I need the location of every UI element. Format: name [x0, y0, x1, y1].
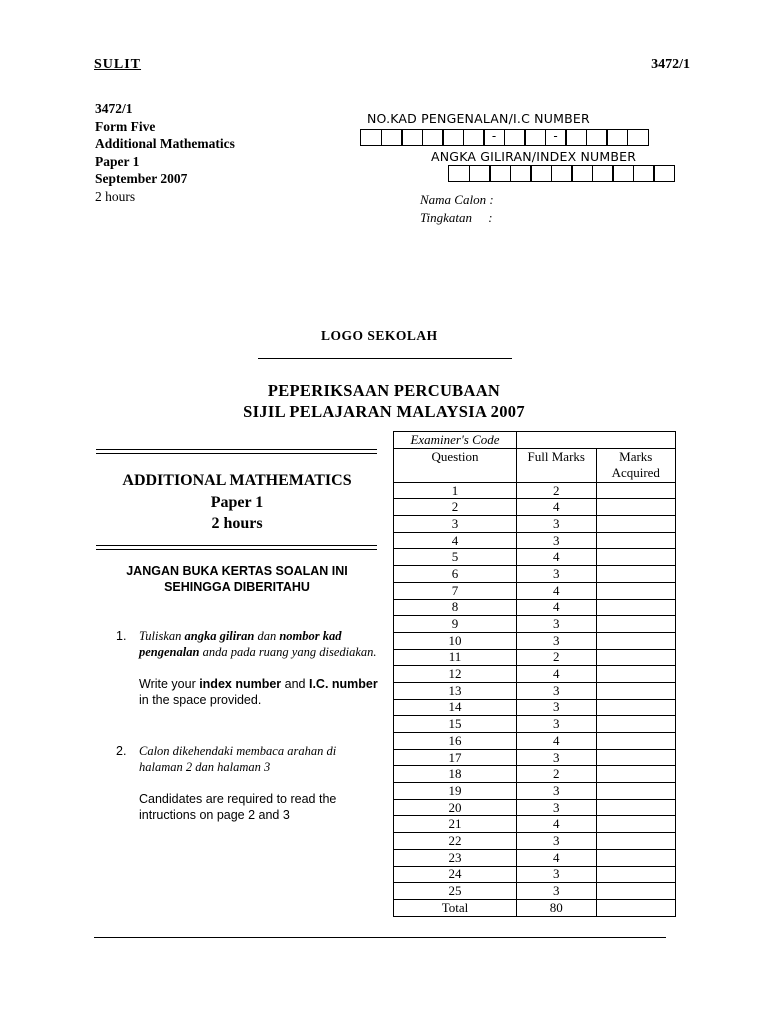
ic-number-box[interactable] [360, 129, 382, 146]
warning-line1: JANGAN BUKA KERTAS SOALAN INI [126, 564, 348, 578]
full-marks-value: 3 [517, 699, 597, 716]
candidate-form-label: Tingkatan : [420, 210, 493, 225]
table-row [394, 816, 676, 833]
marks-acquired-cell[interactable] [596, 599, 676, 616]
index-number-box[interactable] [612, 165, 634, 182]
ic-number-box[interactable] [401, 129, 423, 146]
question-number: 1 [394, 482, 517, 499]
ic-number-boxes[interactable] [360, 129, 649, 146]
question-number: 13 [394, 682, 517, 699]
full-marks-value: 2 [517, 649, 597, 666]
full-marks-value: 3 [517, 866, 597, 883]
index-number-box[interactable] [551, 165, 573, 182]
exam-duration: 2 hours [95, 188, 136, 204]
full-marks-value: 4 [517, 816, 597, 833]
full-marks-value: 3 [517, 632, 597, 649]
question-number: 3 [394, 516, 517, 533]
instruction-2-malay: Calon dikehendaki membaca arahan di halaman 2 dan halaman 3 [139, 744, 337, 774]
table-row [394, 599, 676, 616]
marks-acquired-cell[interactable] [596, 549, 676, 566]
instruction-1-malay: Tuliskan angka giliran dan nombor kad pengenalan anda pada ruang yang disediakan. [139, 629, 377, 659]
question-number: 22 [394, 833, 517, 850]
ic-number-box[interactable] [586, 129, 608, 146]
marks-acquired-cell[interactable] [596, 783, 676, 800]
question-number: 7 [394, 582, 517, 599]
table-row [394, 582, 676, 599]
marks-acquired-cell[interactable] [596, 816, 676, 833]
question-number: 11 [394, 649, 517, 666]
question-number: 2 [394, 499, 517, 516]
full-marks-value: 4 [517, 733, 597, 750]
question-number: 23 [394, 849, 517, 866]
index-number-box[interactable] [530, 165, 552, 182]
marks-acquired-cell[interactable] [596, 716, 676, 733]
question-number: 24 [394, 866, 517, 883]
full-marks-value: 3 [517, 783, 597, 800]
ic-number-box[interactable]: - [545, 129, 567, 146]
table-row [394, 766, 676, 783]
ic-number-box[interactable] [504, 129, 526, 146]
full-marks-value: 4 [517, 849, 597, 866]
full-marks-value: 3 [517, 883, 597, 900]
marks-acquired-cell[interactable] [596, 766, 676, 783]
index-number-box[interactable] [469, 165, 491, 182]
table-row [394, 566, 676, 583]
paper-code: 3472/1 [95, 101, 133, 116]
table-row [394, 632, 676, 649]
subject-bottom-rule [96, 545, 377, 550]
table-row [394, 682, 676, 699]
table-row [394, 666, 676, 683]
marks-acquired-cell[interactable] [596, 632, 676, 649]
table-row [394, 883, 676, 900]
full-marks-value: 4 [517, 499, 597, 516]
sulit-label: SULIT [94, 57, 142, 72]
instruction-1-english: Write your index number and I.C. number in the space provided. [139, 677, 378, 707]
paper-number: Paper 1 [95, 153, 140, 169]
table-row [394, 749, 676, 766]
full-marks-value: 3 [517, 616, 597, 633]
question-number: 25 [394, 883, 517, 900]
paper-info [95, 100, 235, 205]
marks-acquired-cell[interactable] [596, 666, 676, 683]
instruction-2-number: 2. [116, 744, 127, 758]
ic-number-label: NO.KAD PENGENALAN/I.C NUMBER [367, 111, 590, 126]
ic-number-box[interactable] [627, 129, 649, 146]
subject-paper: Paper 1 [210, 494, 264, 511]
table-row [394, 532, 676, 549]
question-number: 16 [394, 733, 517, 750]
question-number: 15 [394, 716, 517, 733]
instruction-2 [116, 743, 381, 823]
marks-acquired-cell[interactable] [596, 849, 676, 866]
question-number: 4 [394, 532, 517, 549]
index-number-label: ANGKA GILIRAN/INDEX NUMBER [431, 149, 637, 164]
index-number-boxes[interactable] [448, 165, 675, 182]
question-number: 17 [394, 749, 517, 766]
question-number: 10 [394, 632, 517, 649]
table-row [394, 849, 676, 866]
marks-acquired-cell[interactable] [596, 482, 676, 499]
total-row [394, 899, 676, 916]
candidate-name-label: Nama Calon : [420, 192, 494, 207]
subject-duration: 2 hours [211, 515, 263, 532]
marks-acquired-cell[interactable] [596, 566, 676, 583]
full-marks-value: 3 [517, 833, 597, 850]
question-number: 19 [394, 783, 517, 800]
total-full-marks: 80 [517, 899, 597, 916]
marks-acquired-cell[interactable] [596, 699, 676, 716]
index-number-box[interactable] [592, 165, 614, 182]
table-row [394, 482, 676, 499]
ic-number-box[interactable] [565, 129, 587, 146]
question-number: 12 [394, 666, 517, 683]
exam-title-line2: SIJIL PELAJARAN MALAYSIA 2007 [243, 402, 525, 421]
marks-acquired-cell[interactable] [596, 682, 676, 699]
total-marks-acquired[interactable] [596, 899, 676, 916]
full-marks-value: 3 [517, 716, 597, 733]
table-row [394, 699, 676, 716]
table-row [394, 549, 676, 566]
table-row [394, 649, 676, 666]
instruction-1 [116, 628, 381, 708]
table-row [394, 866, 676, 883]
question-number: 6 [394, 566, 517, 583]
question-number: 5 [394, 549, 517, 566]
marks-acquired-cell[interactable] [596, 833, 676, 850]
ic-number-box[interactable] [606, 129, 628, 146]
full-marks-value: 2 [517, 482, 597, 499]
index-number-box[interactable] [510, 165, 532, 182]
marks-acquired-cell[interactable] [596, 532, 676, 549]
marks-acquired-cell[interactable] [596, 883, 676, 900]
examiner-code-field[interactable] [517, 432, 676, 449]
column-question: Question [394, 448, 517, 482]
full-marks-value: 3 [517, 516, 597, 533]
table-row [394, 799, 676, 816]
full-marks-value: 3 [517, 566, 597, 583]
exam-title-line1: PEPERIKSAAN PERCUBAAN [267, 381, 501, 400]
footer-rule [94, 937, 666, 938]
subject-name: Additional Mathematics [95, 136, 235, 151]
ic-number-box[interactable] [381, 129, 403, 146]
table-row [394, 616, 676, 633]
table-row [394, 716, 676, 733]
question-number: 21 [394, 816, 517, 833]
ic-number-box[interactable] [422, 129, 444, 146]
logo-underline [258, 358, 512, 359]
subject-top-rule [96, 449, 377, 454]
marks-acquired-cell[interactable] [596, 799, 676, 816]
exam-date: September 2007 [95, 171, 188, 186]
school-logo-placeholder: LOGO SEKOLAH [321, 328, 438, 343]
ic-number-box[interactable] [524, 129, 546, 146]
ic-number-box[interactable] [442, 129, 464, 146]
table-row [394, 499, 676, 516]
question-number: 9 [394, 616, 517, 633]
full-marks-value: 4 [517, 666, 597, 683]
index-number-box[interactable] [571, 165, 593, 182]
table-row [394, 783, 676, 800]
table-row [394, 516, 676, 533]
form-level: Form Five [95, 118, 156, 134]
column-marks-acquired: Marks Acquired [596, 448, 676, 482]
instruction-2-english: Candidates are required to read the intructions on page 2 and 3 [139, 792, 337, 822]
table-row [394, 833, 676, 850]
marks-acquired-cell[interactable] [596, 582, 676, 599]
marks-acquired-cell[interactable] [596, 866, 676, 883]
full-marks-value: 3 [517, 682, 597, 699]
marks-acquired-cell[interactable] [596, 616, 676, 633]
warning-line2: SEHINGGA DIBERITAHU [164, 580, 310, 594]
full-marks-value: 3 [517, 749, 597, 766]
full-marks-value: 3 [517, 532, 597, 549]
marks-acquired-cell[interactable] [596, 516, 676, 533]
index-number-box[interactable] [653, 165, 675, 182]
full-marks-value: 3 [517, 799, 597, 816]
paper-code-top: 3472/1 [651, 57, 690, 72]
examiner-code-label: Examiner's Code [394, 432, 517, 449]
table-row [394, 733, 676, 750]
question-number: 14 [394, 699, 517, 716]
column-full-marks: Full Marks [517, 448, 597, 482]
total-label: Total [394, 899, 517, 916]
index-number-box[interactable] [633, 165, 655, 182]
question-number: 20 [394, 799, 517, 816]
index-number-box[interactable] [489, 165, 511, 182]
marks-acquired-cell[interactable] [596, 749, 676, 766]
marks-acquired-cell[interactable] [596, 649, 676, 666]
full-marks-value: 4 [517, 582, 597, 599]
ic-number-box[interactable] [463, 129, 485, 146]
marks-table [393, 431, 676, 917]
full-marks-value: 4 [517, 549, 597, 566]
question-number: 8 [394, 599, 517, 616]
full-marks-value: 4 [517, 599, 597, 616]
question-number: 18 [394, 766, 517, 783]
full-marks-value: 2 [517, 766, 597, 783]
ic-number-box[interactable]: - [483, 129, 505, 146]
marks-acquired-cell[interactable] [596, 733, 676, 750]
index-number-box[interactable] [448, 165, 470, 182]
subject-title: ADDITIONAL MATHEMATICS [122, 472, 352, 489]
marks-acquired-cell[interactable] [596, 499, 676, 516]
instruction-1-number: 1. [116, 629, 127, 643]
